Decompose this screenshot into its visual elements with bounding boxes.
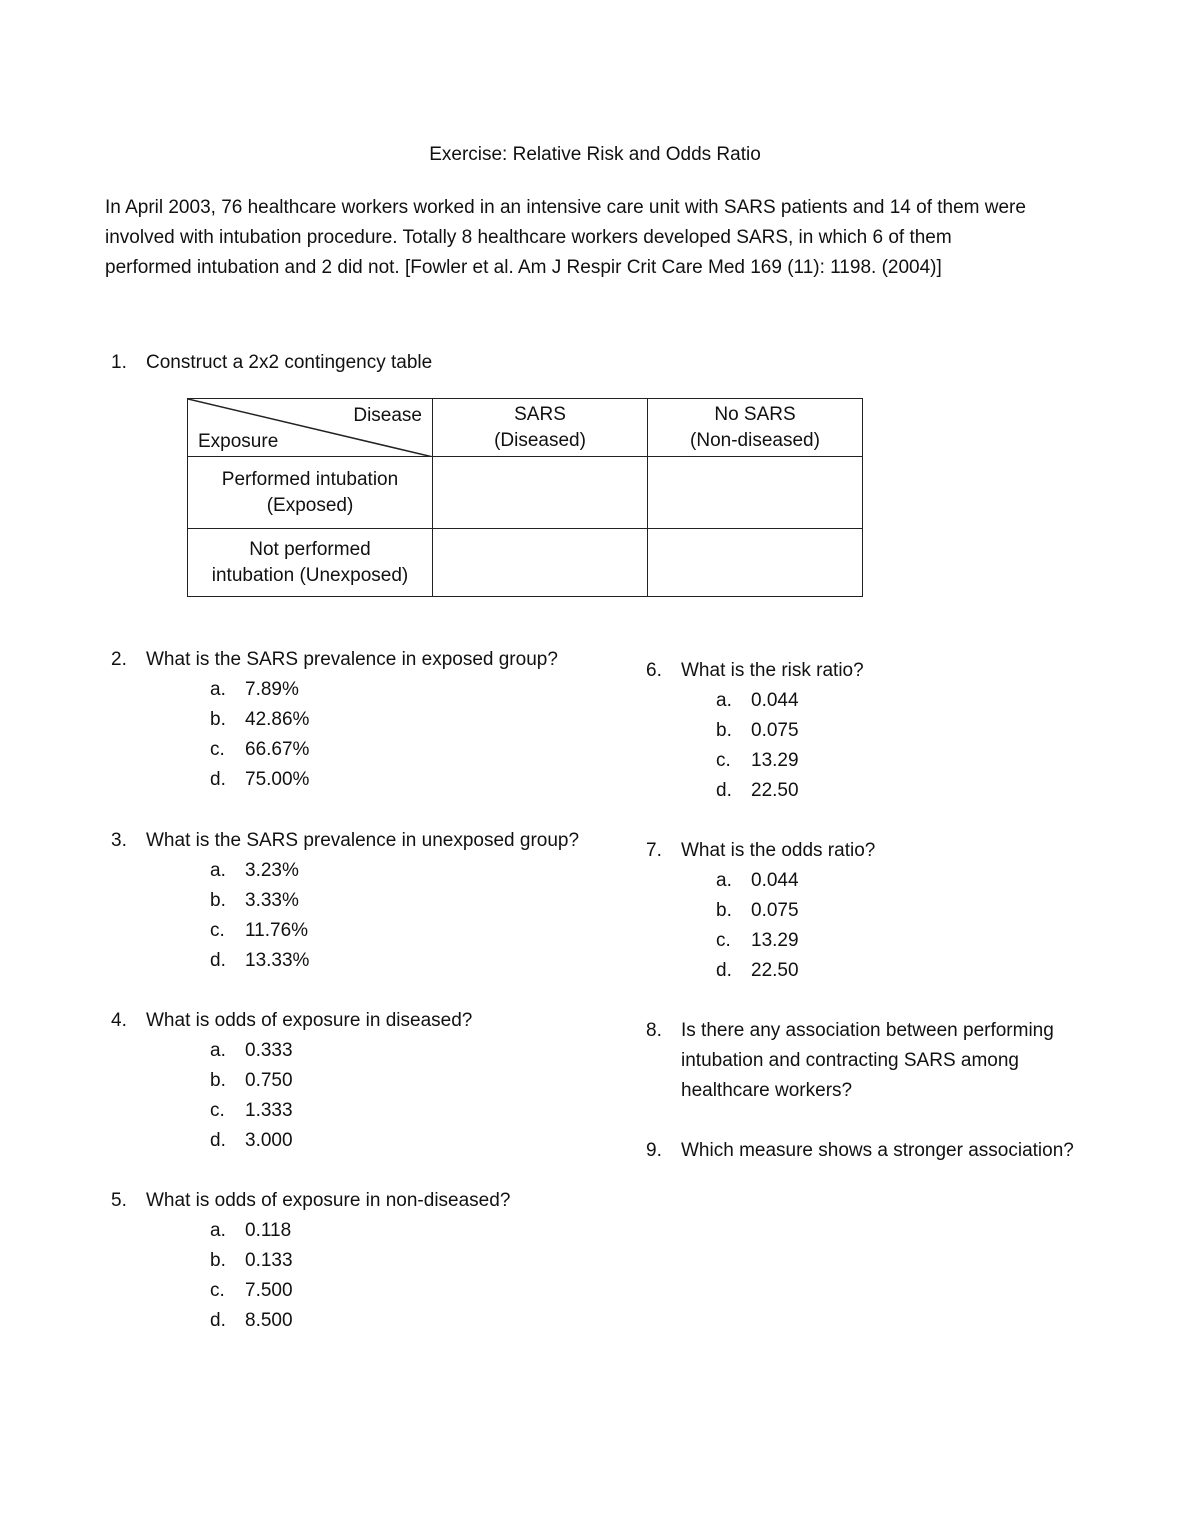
question-text: What is the SARS prevalence in exposed group? <box>146 649 558 670</box>
option-value: 3.000 <box>245 1130 293 1151</box>
table-cell-b <box>648 457 863 529</box>
option-letter: c. <box>210 920 225 941</box>
option-letter: d. <box>210 769 226 790</box>
option-value: 11.76% <box>245 920 309 941</box>
option-value: 13.29 <box>751 750 799 771</box>
option-letter: d. <box>210 950 226 971</box>
option-value: 66.67% <box>245 739 310 760</box>
option-letter: b. <box>210 1250 226 1271</box>
question-number: 6. <box>646 660 662 681</box>
header-line: Performed intubation <box>221 468 399 490</box>
option-letter: a. <box>210 1220 226 1241</box>
option-letter: a. <box>210 860 226 881</box>
question-text: What is odds of exposure in diseased? <box>146 1010 473 1031</box>
question-number: 4. <box>111 1010 127 1031</box>
contingency-table <box>187 398 863 597</box>
header-line: (Diseased) <box>494 429 586 451</box>
corner-disease-label: Disease <box>353 405 422 426</box>
column-header-sars <box>433 399 648 457</box>
option-letter: a. <box>716 870 732 891</box>
corner-exposure-label: Exposure <box>198 431 279 452</box>
option-letter: b. <box>716 720 732 741</box>
intro-line: performed intubation and 2 did not. [Fowler et al. Am J Respir Crit Care Med 169 (11): 1198. (2004)] <box>105 257 942 278</box>
option-letter: d. <box>716 780 732 801</box>
option-value: 0.044 <box>751 870 799 891</box>
option-letter: c. <box>210 1100 225 1121</box>
option-value: 22.50 <box>751 780 799 801</box>
option-value: 8.500 <box>245 1310 293 1331</box>
option-letter: b. <box>210 709 226 730</box>
intro-paragraph <box>105 193 1105 283</box>
column-header-no-sars <box>648 399 863 457</box>
option-letter: c. <box>716 930 731 951</box>
question-text: Construct a 2x2 contingency table <box>146 352 433 373</box>
option-value: 1.333 <box>245 1100 293 1121</box>
option-value: 0.118 <box>245 1220 292 1241</box>
option-value: 0.075 <box>751 900 799 921</box>
option-value: 7.500 <box>245 1280 293 1301</box>
option-letter: a. <box>716 690 732 711</box>
question-number: 5. <box>111 1190 127 1211</box>
option-value: 7.89% <box>245 679 299 700</box>
header-line: (Exposed) <box>266 494 354 516</box>
header-line: intubation (Unexposed) <box>211 564 409 586</box>
header-line: No SARS <box>714 403 796 425</box>
table-corner-cell <box>188 399 433 457</box>
header-line: (Non-diseased) <box>690 429 820 451</box>
intro-line: involved with intubation procedure. Totally 8 healthcare workers developed SARS, in which 6 of them <box>105 227 952 248</box>
option-value: 42.86% <box>245 709 310 730</box>
option-letter: d. <box>716 960 732 981</box>
page-title: Exercise: Relative Risk and Odds Ratio <box>429 144 761 165</box>
question-number: 8. <box>646 1020 662 1041</box>
question-text-line: Is there any association between performing <box>681 1020 1054 1041</box>
question-number: 7. <box>646 840 662 861</box>
option-value: 0.075 <box>751 720 799 741</box>
option-value: 75.00% <box>245 769 310 790</box>
option-value: 3.23% <box>245 860 299 881</box>
option-value: 0.044 <box>751 690 799 711</box>
question-text: What is odds of exposure in non-diseased? <box>146 1190 511 1211</box>
question-text: What is the risk ratio? <box>681 660 864 681</box>
question-number: 2. <box>111 649 127 670</box>
question-number: 9. <box>646 1140 662 1161</box>
question-text-line: intubation and contracting SARS among <box>681 1050 1019 1071</box>
option-value: 13.33% <box>245 950 310 971</box>
header-line: Not performed <box>249 538 371 560</box>
option-letter: a. <box>210 679 226 700</box>
question-text: What is the SARS prevalence in unexposed group? <box>146 830 580 851</box>
question-number: 3. <box>111 830 127 851</box>
option-letter: c. <box>210 739 225 760</box>
option-letter: d. <box>210 1310 226 1331</box>
question-text: Which measure shows a stronger association? <box>681 1140 1074 1161</box>
question-number: 1. <box>111 352 127 373</box>
option-value: 0.133 <box>245 1250 293 1271</box>
table-cell-d <box>648 529 863 597</box>
option-value: 13.29 <box>751 930 799 951</box>
option-value: 0.750 <box>245 1070 293 1091</box>
option-value: 0.333 <box>245 1040 293 1061</box>
option-value: 3.33% <box>245 890 299 911</box>
intro-line: In April 2003, 76 healthcare workers worked in an intensive care unit with SARS patients and 14 of them were <box>105 197 1026 218</box>
option-letter: c. <box>716 750 731 771</box>
option-letter: b. <box>716 900 732 921</box>
question-text: What is the odds ratio? <box>681 840 876 861</box>
option-letter: c. <box>210 1280 225 1301</box>
row-header-unexposed <box>188 529 433 597</box>
table-cell-c <box>433 529 648 597</box>
option-value: 22.50 <box>751 960 799 981</box>
option-letter: b. <box>210 890 226 911</box>
row-header-exposed <box>188 457 433 529</box>
table-cell-a <box>433 457 648 529</box>
option-letter: a. <box>210 1040 226 1061</box>
option-letter: d. <box>210 1130 226 1151</box>
option-letter: b. <box>210 1070 226 1091</box>
header-line: SARS <box>514 403 566 425</box>
question-text-line: healthcare workers? <box>681 1080 853 1101</box>
